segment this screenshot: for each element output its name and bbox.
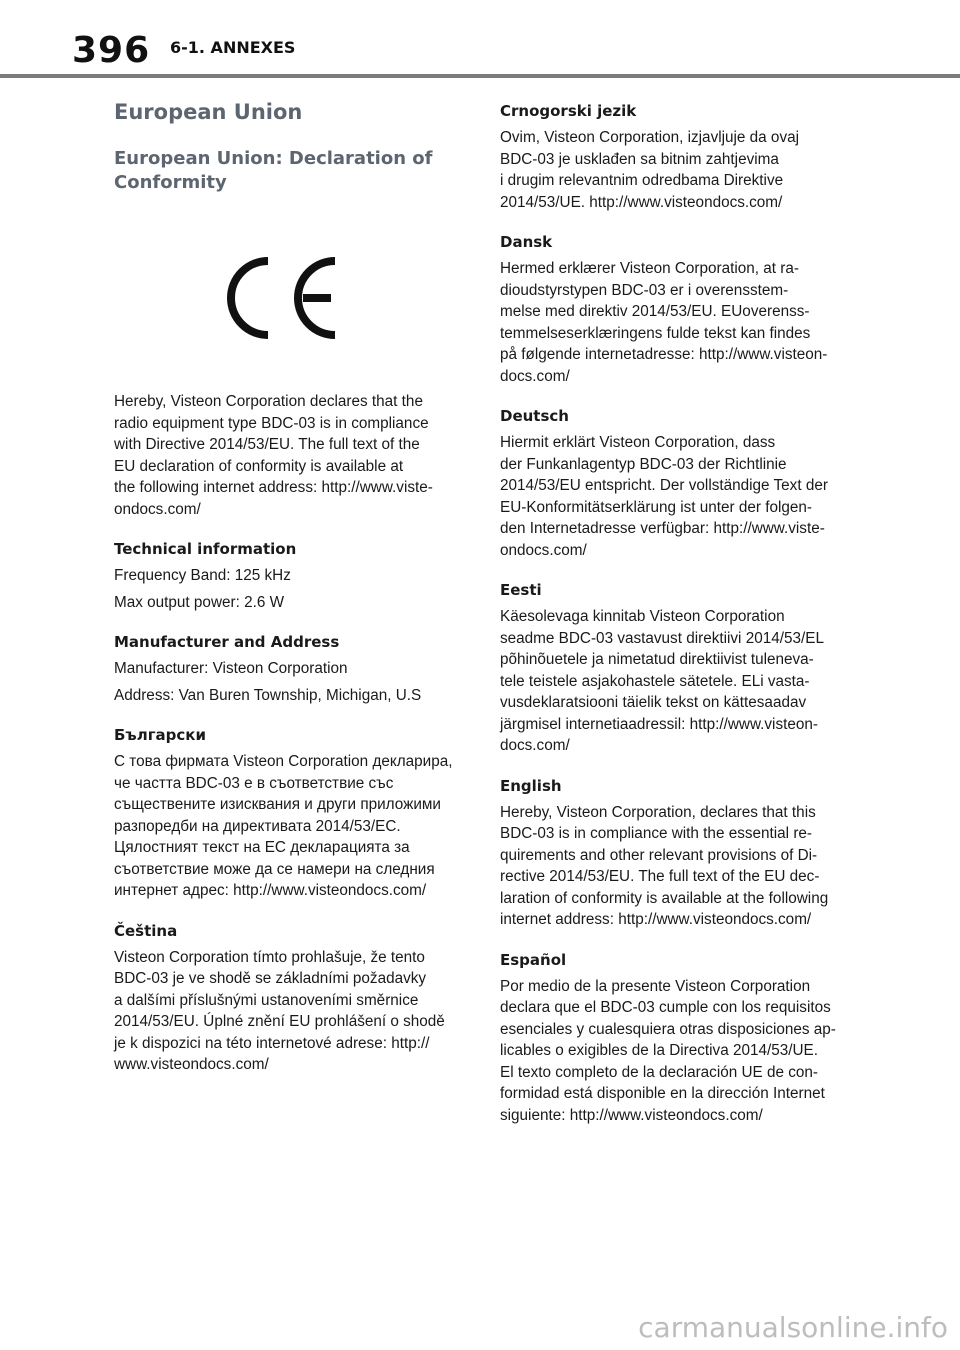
text-bulgarian: С това фирмата Visteon Corporation декларира, че частта BDC-03 е в съответствие със съществените изисквания и други приложими разпоредби на директивата 2014/53/ЕС. Цялостният текст на ЕС декларацията за съответствие може да се намери на следния интернет адрес: http://www.visteondocs.com/ — [114, 753, 453, 899]
watermark: carmanualsonline.info — [638, 1311, 948, 1344]
ce-mark-icon — [225, 255, 340, 341]
heading-declaration: European Union: Declaration of Conformity — [114, 148, 433, 193]
heading-german: Deutsch — [500, 407, 569, 425]
heading-spanish: Español — [500, 950, 567, 969]
header-divider — [0, 74, 960, 78]
left-column — [114, 100, 458, 1076]
heading-bulgarian: Български — [114, 726, 206, 744]
text-spanish: Por medio de la presente Visteon Corporation declara que el BDC-03 cumple con los requisitos esenciales y cualesquiera otras disposiciones ap- licables o exigibles de la Directiva 2014/53/UE. El texto completo de la declaración UE de con- formidad está disponible en la dirección Internet siguiente: http://www.visteondocs.com/ — [500, 977, 836, 1124]
heading-danish: Dansk — [500, 233, 553, 251]
text-montenegrin: Ovim, Visteon Corporation, izjavljuje da ovaj BDC-03 je usklađen sa bitnim zahtjevima i drugim relevantnim odredbama Direktive 2014/53/UE. http://www.visteondocs.com/ — [500, 129, 799, 211]
text-danish: Hermed erklærer Visteon Corporation, at ra- dioudstyrstypen BDC-03 er i overensstem- melse med direktiv 2014/53/EU. EUoverenss- temmelseserklæringens fulde tekst kan findes på følgende internetadresse: http://www.visteon- docs.com/ — [500, 260, 828, 385]
heading-manufacturer: Manufacturer and Address — [114, 633, 340, 651]
text-english: Hereby, Visteon Corporation, declares that this BDC-03 is in compliance with the essential re- quirements and other relevant provisions of Di- rective 2014/53/EU. The full text of the EU dec- laration of conformity is available at the following internet address: http://www.visteondocs.com/ — [500, 803, 829, 928]
heading-english: English — [500, 776, 562, 795]
text-german: Hiermit erklärt Visteon Corporation, dass der Funkanlagentyp BDC-03 der Richtlinie 2014/53/EU entspricht. Der vollständige Text der EU-Konformitätserklärung ist unter der folgen- den Internetadresse verfügbar: http://www.viste- ondocs.com/ — [500, 434, 828, 559]
text-estonian: Käesolevaga kinnitab Visteon Corporation seadme BDC-03 vastavust direktiivi 2014/53/EL põhinõuetele ja nimetatud direktiivist tuleneva- tele teistele asjakohastele sätetele. ELi vasta- vusdeklaratsiooni täielik tekst on kättesaadav järgmisel internetiaadressil: http://www.visteon- docs.com/ — [500, 608, 824, 754]
declaration-intro: Hereby, Visteon Corporation declares that the radio equipment type BDC-03 is in compliance with Directive 2014/53/EU. The full text of the EU declaration of conformity is available at the following internet address: http://www.viste- ondocs.com/ — [114, 393, 433, 518]
page-header — [0, 0, 960, 80]
manufacturer-name: Manufacturer: Visteon Corporation — [114, 660, 348, 677]
heading-european-union: European Union — [114, 100, 303, 124]
max-output-power: Max output power: 2.6 W — [114, 593, 285, 611]
heading-czech: Čeština — [114, 921, 178, 940]
heading-technical-information: Technical information — [114, 540, 297, 558]
manufacturer-address: Address: Van Buren Township, Michigan, U.S — [114, 686, 422, 704]
right-column — [500, 100, 856, 1126]
frequency-band: Frequency Band: 125 kHz — [114, 567, 291, 584]
page-number: 396 — [72, 30, 151, 71]
heading-estonian: Eesti — [500, 581, 542, 599]
section-title: 6-1. ANNEXES — [170, 38, 296, 57]
heading-montenegrin: Crnogorski jezik — [500, 102, 637, 120]
text-czech: Visteon Corporation tímto prohlašuje, že tento BDC-03 je ve shodě se základními požadavky a dalšími příslušnými ustanoveními směrnice 2014/53/EU. Úplné znění EU prohlášení o shodě je k dispozici na této internetové adrese: http:// www.visteondocs.com/ — [114, 948, 445, 1073]
